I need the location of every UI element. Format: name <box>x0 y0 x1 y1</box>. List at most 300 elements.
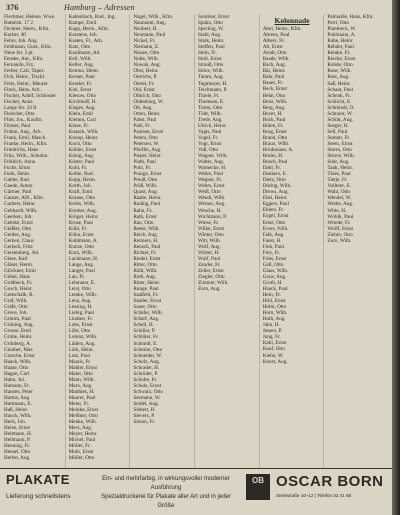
directory-entry: Wolf, Aug. <box>198 243 221 250</box>
directory-entry: Naumann, Aug. <box>133 20 167 27</box>
directory-entry: Schmidt, E. <box>133 340 158 347</box>
directory-entry: Gaede, Anton <box>4 183 33 190</box>
directory-entry: Buttelsh. 17 2 <box>4 20 33 27</box>
directory-entry: Katz, Otto <box>68 44 91 51</box>
directory-entry: Lange Str. 24 II <box>4 104 37 111</box>
directory-entry: Möller, Fr. <box>68 443 91 450</box>
directory-entry: Neumann, Paul <box>133 32 166 39</box>
directory-entry: Ganzer, Alfr., Kfm. <box>4 195 45 202</box>
directory-entry: Schenk, Fr. <box>327 92 351 99</box>
directory-entry: Hahn, Jul. <box>4 376 26 383</box>
directory-entry: Wiebe, Aug. <box>327 201 354 208</box>
directory-entry: Paulsen, Ernst <box>133 128 164 135</box>
directory-entry: Tamm, Aug. <box>198 74 224 81</box>
directory-entry: Benz, Wilh. <box>262 98 288 105</box>
directory-entry: Röhl, Wilh. <box>133 267 158 274</box>
directory-entry: Wesche, H. <box>198 207 222 214</box>
directory-entry: Glass, Wilh. <box>262 267 289 274</box>
directory-entry: Teichmann, P. <box>198 86 228 93</box>
directory-entry: Stein, Fr. <box>198 50 217 57</box>
directory-entry: Krause, Otto <box>68 195 96 202</box>
directory-entry: Wulff, Ernst <box>327 225 353 232</box>
directory-entry: Kiel, Ernst <box>68 86 92 93</box>
directory-entry: Borg, Ernst <box>262 128 287 135</box>
directory-entry: Faust, H. <box>262 237 282 244</box>
directory-entry: Arndt, Otto <box>262 50 287 57</box>
directory-entry: Stark, Heinr. <box>198 38 225 45</box>
directory-entry: Gall, Otto <box>262 261 284 268</box>
directory-entry: Wehrs, Ernst <box>198 183 225 190</box>
directory-entry: Lau, Fr. <box>68 274 85 281</box>
directory-entry: Werner, Aug. <box>198 201 226 208</box>
directory-entry: Fröhlich, Anna <box>4 159 36 166</box>
directory-entry: Sperling, W. <box>198 26 224 33</box>
directory-entry: Flint, Jos., Kaufm. <box>4 116 43 123</box>
directory-entry: Warnecke, H. <box>198 165 227 172</box>
directory-entry: Kasten, Fr., Arb. <box>68 38 103 45</box>
directory-entry: Zander, Fr. <box>198 261 221 268</box>
directory-entry: Harms, Aug. <box>4 394 31 401</box>
directory-entry: Ahrens, Paul <box>262 32 290 39</box>
directory-entry: Schulte, Fr. <box>133 376 158 383</box>
directory-entry: Liebig, Paul <box>68 310 95 317</box>
directory-entry: Hagen, Carl <box>4 370 30 377</box>
section-heading: Kolonnade <box>274 16 310 25</box>
page-number: 376 <box>6 3 19 12</box>
directory-entry: Hein, Fr. <box>262 292 281 299</box>
directory-entry: Henning, Fr. <box>4 443 31 450</box>
directory-entry: Herbst, Aug. <box>4 455 31 462</box>
directory-entry: Glöckner, Emil <box>4 267 36 274</box>
directory-entry: Fechner, Herm., Kfm. <box>4 26 50 33</box>
directory-entry: Albers, Fr. <box>262 38 285 45</box>
directory-entry: Wiese, Fr. <box>198 219 219 226</box>
directory-entry: Schneider, W. <box>133 352 163 359</box>
directory-entry: Meinke, Ernst <box>68 407 99 414</box>
directory-entry: Köhler, Ernst <box>68 147 97 154</box>
directory-entry: Dahl, Fr. <box>262 165 281 172</box>
directory-entry: Feitz, Heinr., Maurer <box>4 80 48 87</box>
directory-entry: Kopp, Herm. <box>68 177 96 184</box>
directory-entry: Giese, Karl <box>4 255 28 262</box>
directory-entry: Menke, Wilh. <box>68 419 98 426</box>
column-4 <box>198 14 260 468</box>
directory-entry: Ernst, Otto <box>262 219 286 226</box>
ad-text-line-2: Spezialdruckerei für Plakate aller Art und in jeder Größe <box>101 494 231 509</box>
directory-entry: Kühl, Fr. <box>68 225 88 232</box>
directory-entry: Fischer, Adolf, Schlosser <box>4 92 56 99</box>
directory-entry: Rath, Ernst <box>133 213 157 220</box>
directory-entry: Rabe, Heinr. <box>327 38 354 45</box>
directory-entry: Zeller, Ernst <box>198 267 224 274</box>
directory-entry: Korth, Joh. <box>68 183 92 190</box>
directory-entry: Ferber, Carl, Tapez. <box>4 68 45 75</box>
directory-entry: Gerken, Claus <box>4 237 34 244</box>
directory-entry: Thiele, Fr. <box>198 92 220 99</box>
directory-entry: Weber, Paul <box>198 171 224 178</box>
directory-entry: Schlüter, Fr. <box>133 334 159 341</box>
directory-entry: Pfeiffer, Aug. <box>133 147 162 154</box>
directory-entry: Timm, Otto <box>198 104 223 111</box>
directory-entry: Thies, Paul <box>327 171 351 178</box>
directory-entry: Marx, Aug. <box>68 382 93 389</box>
directory-entry: Baade, Wilh. <box>262 56 290 63</box>
directory-entry: Schäfer, Wilh. <box>133 310 163 317</box>
directory-entry: Huth, Aug. <box>262 316 286 323</box>
directory-entry: Meyer, Heinr. <box>68 431 98 438</box>
directory-entry: Steen, Ernst <box>327 140 353 147</box>
directory-entry: Riedel, Ernst <box>133 255 161 262</box>
directory-entry: Tietje, Fr. <box>327 177 348 184</box>
directory-entry: Lutz, Paul <box>68 352 90 359</box>
page-header <box>6 2 386 14</box>
directory-entry: Simon, Fr. <box>133 419 156 426</box>
directory-entry: Maack, Fr. <box>68 358 92 365</box>
ad-description <box>92 475 240 511</box>
directory-entry: Kuhlmann, A. <box>68 237 98 244</box>
directory-entry: Gräfe, Otto <box>4 304 28 311</box>
directory-entry: Schaar, Paul <box>327 86 354 93</box>
directory-entry: Olbrich, Otto <box>133 92 162 99</box>
directory-entry: Haß, Heinr. <box>4 407 29 414</box>
directory-entry: Flechtner, Helene, Wwe. <box>4 14 56 20</box>
directory-entry: Plath, Paul <box>133 159 156 166</box>
directory-entry: Reinke, Fr. <box>327 50 351 57</box>
directory-entry: Niemann, E. <box>133 44 160 51</box>
directory-entry: Lessing, H. <box>68 304 93 311</box>
directory-entry: Schröder, P. <box>133 370 159 377</box>
directory-entry: Kohl, Fr. <box>68 165 88 172</box>
directory-entry: Krebs, Wilh. <box>68 201 96 208</box>
directory-entry: Schmiedt, O. <box>327 104 355 111</box>
directory-entry: Ebel, Heinr. <box>262 195 288 202</box>
directory-entry: Ehlers, Fr. <box>262 207 285 214</box>
directory-entry: Prange, Ernst <box>133 171 162 178</box>
directory-entry: Gabbe, Rud. <box>4 177 31 184</box>
directory-entry: Heine, Ernst <box>4 425 30 432</box>
directory-entry: Ritter, Otto <box>133 261 157 268</box>
directory-entry: Karlstr. 40 <box>4 32 26 39</box>
directory-entry: Ziegler, Otto <box>198 274 225 281</box>
directory-entry: Knaack, Wilh. <box>68 128 99 135</box>
directory-entry: Preuß, Otto <box>133 177 158 184</box>
directory-entry: Zorn, Wilh. <box>327 237 352 244</box>
directory-entry: Schwarz, Otto <box>133 388 164 395</box>
directory-entry: Mohr, Ernst <box>68 449 94 456</box>
directory-entry: Wöhlk, Paul <box>327 213 354 220</box>
directory-entry: Ulrich, Heinr. <box>198 122 227 129</box>
directory-entry: Richter, Fr. <box>133 249 157 256</box>
directory-entry: Oelrichs, P. <box>133 74 158 81</box>
directory-entry: Schell, H. <box>133 322 154 329</box>
directory-entry: Wolter, H. <box>198 249 220 256</box>
directory-entry: Wilke, Ernst <box>198 225 225 232</box>
directory-entry: Sommer, Ernst <box>198 14 229 20</box>
directory-entry: Hartmann, E. <box>4 401 32 407</box>
directory-entry: Fleischer, Otto <box>4 110 35 117</box>
column-6 <box>327 14 388 468</box>
directory-entry: Jung, Fr. <box>262 334 281 341</box>
directory-entry: Michel, Paul <box>68 437 96 444</box>
ad-brand-name: OSCAR BORN <box>276 473 384 490</box>
directory-entry: Peters, Otto <box>133 134 158 141</box>
directory-entry: Knust, Aug. <box>262 358 288 365</box>
directory-entry: Petri, Otto <box>327 20 349 27</box>
directory-entry: Kirchhoff, H. <box>68 98 97 105</box>
directory-entry: Geißler, Otto <box>4 225 32 232</box>
directory-entry: Klein, Emil <box>68 110 93 117</box>
directory-entry: Reese, Wilh. <box>133 225 160 232</box>
directory-entry: Merz, Aug. <box>68 425 93 432</box>
directory-entry: Reich, Aug. <box>133 231 158 238</box>
directory-entry: Vagts, Paul <box>198 128 222 135</box>
directory-entry: Oldenburg, W. <box>133 98 164 105</box>
directory-entry: Holm, Otto <box>262 304 287 311</box>
directory-entry: Tegtmeyer, H. <box>198 80 228 87</box>
directory-entry: Schulz, Ernst <box>133 382 162 389</box>
directory-entry: Raabe, Heinr. <box>133 195 162 202</box>
directory-entry: Krüger, Heinr. <box>68 213 99 220</box>
directory-entry: Winter, Otto <box>198 231 224 238</box>
directory-entry: Voß, Otto <box>198 147 219 154</box>
directory-entry: Geerken, Joh. <box>4 213 33 220</box>
directory-entry: Beck, Ernst <box>262 86 287 93</box>
directory-entry: Ziehm, Otto <box>327 231 353 238</box>
directory-entry: Klages, Aug. <box>68 104 96 111</box>
directory-entry: Seemann, W. <box>133 394 161 401</box>
directory-entry: Fritz, Wilh., Schuhm. <box>4 153 49 160</box>
directory-entry: Klemm, Carl <box>68 116 96 123</box>
directory-entry: Frey, Fr. <box>262 249 281 256</box>
directory-entry: Pahl, Fr. <box>133 122 151 129</box>
directory-entry: Witt, Wilh. <box>198 237 221 244</box>
directory-entry: Witte, H. <box>327 207 347 214</box>
directory-entry: Hild, Ernst <box>262 298 286 305</box>
directory-entry: Braun, Wilh. <box>262 140 290 147</box>
directory-entry: Pohlmann, A. <box>327 32 356 39</box>
directory-entry: Förster, Paul <box>4 122 31 129</box>
directory-entry: Knoop, Heinr. <box>68 134 99 141</box>
directory-entry: Keller, Aug. <box>68 62 94 69</box>
directory-entry: Zimmer, Wilh. <box>198 280 229 287</box>
directory-entry: Tödt, Wilh. <box>198 110 222 117</box>
directory-entry: Kühn, Ernst <box>68 231 94 238</box>
directory-entry: Rohde, Otto <box>327 62 353 69</box>
page-edge-shadow <box>392 0 400 515</box>
directory-entry: Bruhn, H. <box>262 152 284 159</box>
directory-entry: Langer, Paul <box>68 267 95 274</box>
directory-entry: Obst, Heinr. <box>133 68 159 75</box>
directory-entry: Rust, Aug. <box>327 74 350 81</box>
directory-entry: Drews, Aug. <box>262 189 289 196</box>
directory-entry: König, Aug. <box>68 153 95 160</box>
directory-entry: Greve, Joh. <box>4 310 28 317</box>
directory-entry: Horn, Wilh. <box>262 310 288 317</box>
advertisement-banner <box>0 468 392 515</box>
directory-entry: Heitmann, H. <box>4 431 33 438</box>
directory-entry: Lehmann, E. <box>68 280 96 287</box>
column-1 <box>4 14 66 468</box>
directory-entry: Wahl, Otto <box>327 189 350 196</box>
directory-entry: Spahn, Otto <box>198 20 223 27</box>
directory-entry: Nissen, Otto <box>133 50 160 57</box>
directory-entry: Grosse, Emil <box>4 328 32 335</box>
directory-entry: Hensel, Otto <box>4 449 31 456</box>
directory-entry: Bach, Aug. <box>262 62 286 69</box>
directory-entry: Plambeck, W. <box>327 26 357 33</box>
directory-entry: Löhr, Otto <box>68 328 91 335</box>
directory-entry: Kremer, Aug. <box>68 207 97 214</box>
directory-entry: Kunze, Otto <box>68 243 95 250</box>
directory-entry: Schmitz, Otto <box>133 346 163 353</box>
directory-entry: Keil, Wilh. <box>68 56 92 63</box>
directory-entry: Gutsche, Ernst <box>4 352 35 359</box>
directory-entry: Seeger, H. <box>327 122 349 129</box>
directory-entry: Vollmer, E. <box>327 183 351 190</box>
directory-entry: Storm, Otto <box>327 147 352 154</box>
directory-entry: Maurer, Paul <box>68 394 96 401</box>
directory-entry: Meier, Fr. <box>68 401 90 407</box>
directory-entry: Hamann, Fr. <box>4 382 30 389</box>
ad-subtitle: Lieferung schnellstens <box>6 493 71 500</box>
directory-entry: Fehrs, Joh. Ang. <box>4 38 38 45</box>
directory-entry: Saalfeld, Fr. <box>133 292 159 299</box>
directory-entry: Stahl, Aug. <box>198 32 222 39</box>
directory-entry: Hauck, Wilh. <box>4 413 32 420</box>
directory-entry: Rading, Paul <box>133 201 161 208</box>
directory-entry: Schrader, H. <box>133 364 160 371</box>
directory-entry: Vogt, Ernst <box>198 140 222 147</box>
directory-entry: Döring, Wilh. <box>262 183 292 190</box>
directory-entry: Mann, Wilh. <box>68 376 95 383</box>
directory-entry: Frahm, Aug., Arb. <box>4 128 42 135</box>
directory-entry: Nickel, Fr. <box>133 38 156 45</box>
directory-entry: Gerdes, Aug. <box>4 231 32 238</box>
directory-entry: Ohl, Ernst <box>133 86 155 93</box>
directory-entry: Stoll, Ernst <box>198 56 222 63</box>
directory-entry: Leist, Otto <box>68 286 91 293</box>
directory-entry: Neue Str. 3 pt. <box>4 50 34 57</box>
directory-entry: Fischer, Anna <box>4 98 33 105</box>
directory-entry: Pieper, Heinr. <box>133 153 162 160</box>
directory-entry: Garbers, Heinr. <box>4 201 36 208</box>
directory-entry: Nolte, Wilh. <box>133 56 159 63</box>
directory-entry: Berg, Aug. <box>262 104 286 111</box>
directory-entry: Wendel, W. <box>327 195 352 202</box>
directory-entry: Bär, Heinr. <box>262 68 286 75</box>
directory-entry: Karstens, Joh. <box>68 32 98 39</box>
directory-entry: Vogel, Fr. <box>198 134 219 141</box>
directory-entry: Steffen, Paul <box>198 44 225 51</box>
directory-entry: Klose, Fr. <box>68 122 89 129</box>
directory-entry: Lemke, Wilh. <box>68 292 98 299</box>
directory-entry: Kiehn, W. <box>262 352 284 359</box>
directory-entry: Gehrke, Ernst <box>4 219 33 226</box>
directory-entry: Gärtner, Paul <box>4 189 32 196</box>
column-3 <box>133 14 195 468</box>
directory-entry: Thomsen, E. <box>198 98 225 105</box>
directory-entry: Riecke, Ernst <box>327 56 356 63</box>
directory-entry: Jessen, P. <box>262 328 283 335</box>
directory-entry: Fries, Ernst <box>262 255 287 262</box>
directory-entry: Grünberg, A. <box>4 340 32 347</box>
directory-entry: Kaufmann, Ad. <box>68 50 101 57</box>
directory-entry: Strauß, Otto <box>198 62 224 69</box>
directory-entry: Wendt, Wilh. <box>198 195 226 202</box>
directory-entry: Fenske, Ant., Kfm. <box>4 56 44 63</box>
directory-entry: Hansen, Peter <box>4 388 33 395</box>
directory-entry: Dankers, E. <box>262 171 288 178</box>
directory-entry: Kessler, Fr. <box>68 80 93 87</box>
directory-entry: Tank, Heinr. <box>327 165 354 172</box>
directory-entry: Weiß, Otto <box>198 189 221 196</box>
directory-entry: Rau, Otto <box>133 219 154 226</box>
directory-entry: Haack, Paul <box>262 286 288 293</box>
directory-entry: Franke, Herm., Kfm. <box>4 140 48 147</box>
directory-entry: Kaltenbach, Rud., Ing. <box>68 14 116 20</box>
directory-entry: Jahn, H. <box>262 322 280 329</box>
directory-entry: Zorn, Aug. <box>198 286 221 293</box>
directory-entry: Finck, Hans, Arb. <box>4 86 41 93</box>
directory-entry: Göbel, Hans <box>4 274 30 281</box>
directory-entry: Wriede, Fr. <box>327 219 351 226</box>
directory-entry: Stamer, Fr. <box>327 134 351 141</box>
column-2 <box>69 14 131 468</box>
directory-entry: Meißner, Otto <box>68 413 98 420</box>
directory-entry: Rehder, Paul <box>327 44 354 51</box>
directory-entry: Reimers, H. <box>133 237 159 244</box>
directory-entry: Trede, Aug. <box>198 116 223 123</box>
directory-entry: Groth, H. <box>262 279 283 286</box>
directory-entry: Wegner, Fr. <box>198 177 223 184</box>
directory-entry: Kiesow, Otto <box>68 92 96 99</box>
directory-entry: Haase, Otto <box>4 364 29 371</box>
directory-entry: Günther, Max <box>4 346 33 353</box>
directory-entry: Frank, Emil, Masch. <box>4 134 47 141</box>
directory-entry: Gebhardt, Wilh. <box>4 207 38 214</box>
directory-entry: Rose, Wilh. <box>327 68 352 75</box>
directory-entry: Lindner, Fr. <box>68 316 94 323</box>
directory-entry: Kolbe, Rud. <box>68 171 94 178</box>
directory-entry: Gerlach, Fritz <box>4 243 33 250</box>
directory-entry: Eggers, Paul <box>262 201 289 208</box>
running-title: Hamburg – Adressen <box>64 3 135 12</box>
directory-entry: Lüders, Aug. <box>68 340 96 347</box>
directory-entry: Kahl, Ernst <box>262 340 287 347</box>
directory-entry: Fernando, Frz. <box>4 62 35 69</box>
directory-entry: Nagel, Wilh., Kfm. <box>133 14 174 20</box>
directory-entry: Gläser, Herm. <box>4 261 34 268</box>
directory-entry: Bahr, Paul <box>262 74 285 81</box>
directory-entry: Graf, Wilh. <box>4 298 28 305</box>
directory-entry: Funk, Heinr. <box>4 171 31 178</box>
directory-entry: Petersen, W. <box>133 140 160 147</box>
directory-entry: Siebert, H. <box>133 407 156 414</box>
directory-entry: Kurz, Wilh. <box>68 249 94 256</box>
directory-entry: Behn, Otto <box>262 92 286 99</box>
directory-entry: Sander, Ernst <box>133 298 162 305</box>
directory-entry: Brinkmann, A. <box>262 146 294 153</box>
directory-entry: Struve, Wilh. <box>327 153 355 160</box>
directory-entry: Lüth, Heinr. <box>68 346 94 353</box>
directory-entry: Hellmann, P. <box>4 437 31 444</box>
directory-entry: Beyer, H. <box>262 110 283 117</box>
directory-entry: Walter, Aug. <box>198 159 225 166</box>
directory-entry: Gottschalk, R. <box>4 292 34 299</box>
directory-entry: Lange, Aug. <box>68 261 95 268</box>
directory-entry: Prüß, Wilh. <box>133 183 158 190</box>
directory-entry: Saß, Heinr. <box>327 80 351 87</box>
